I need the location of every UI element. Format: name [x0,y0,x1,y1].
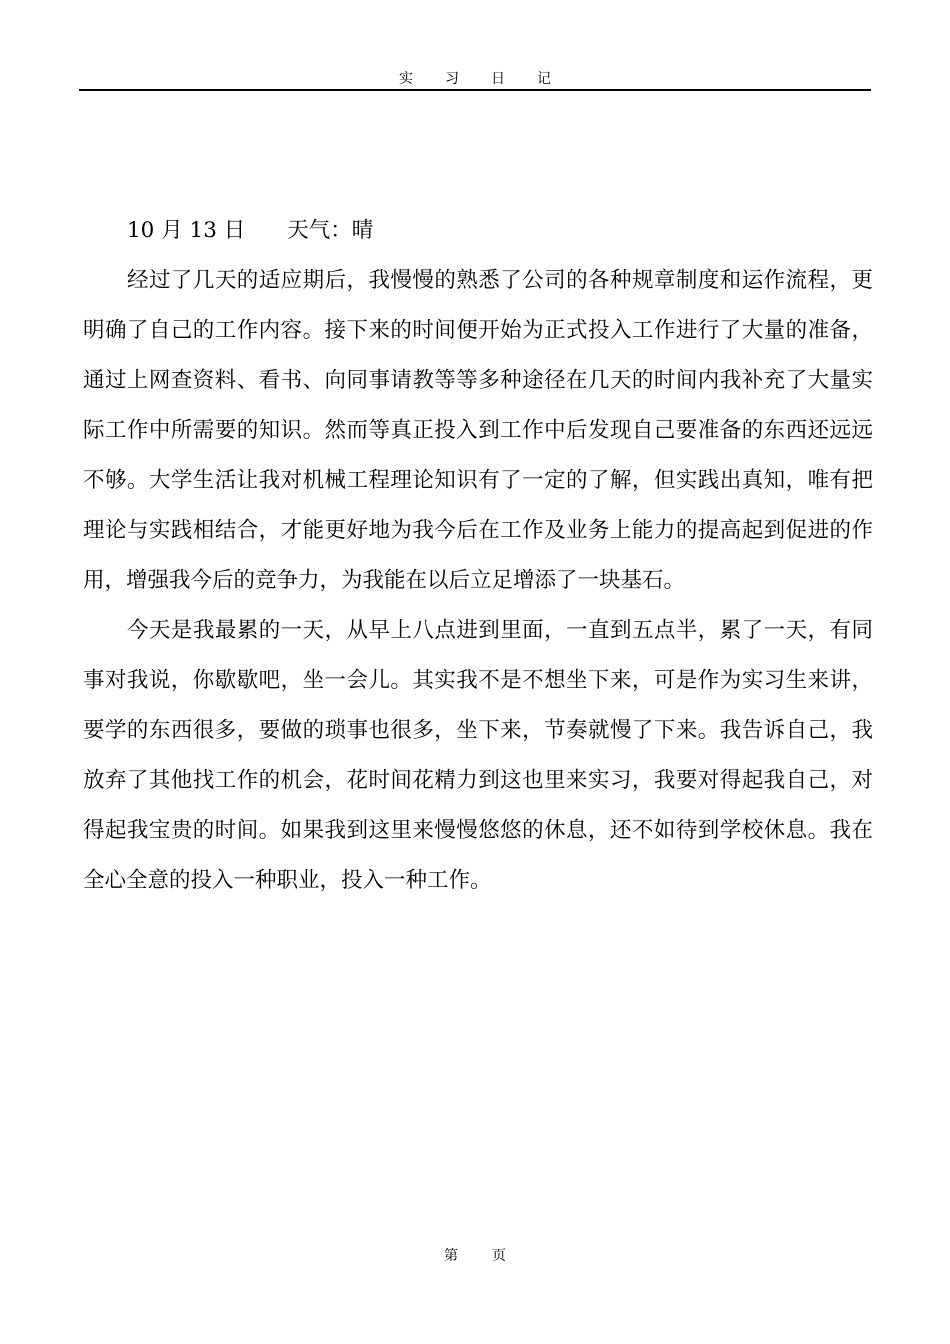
diary-entry [83,206,873,906]
entry-weather: 天气：晴 [287,218,374,243]
page-number-suffix: 页 [492,1248,506,1264]
page-number-prefix: 第 [444,1248,458,1264]
entry-date: 10 月 13 日 [127,218,246,243]
page-footer [0,1247,950,1265]
entry-paragraph-2: 今天是我最累的一天，从早上八点进到里面，一直到五点半，累了一天，有同事对我说，你歇歇吧，坐一会儿。其实我不是不想坐下来，可是作为实习生来讲，要学的东西很多，要做的琐事也很多，坐下来，节奏就慢了下来。我告诉自己，我放弃了其他找工作的机会，花时间花精力到这也里来实习，我要对得起我自己，对得起我宝贵的时间。如果我到这里来慢慢悠悠的休息，还不如待到学校休息。我在全心全意的投入一种职业，投入一种工作。 [83,618,873,893]
page-header-title: 实习日记 [399,71,583,87]
entry-date-line [83,206,873,256]
header-divider [79,89,871,91]
entry-paragraph-1: 经过了几天的适应期后，我慢慢的熟悉了公司的各种规章制度和运作流程，更明确了自己的工作内容。接下来的时间便开始为正式投入工作进行了大量的准备，通过上网查资料、看书、向同事请教等等多种途径在几天的时间内我补充了大量实际工作中所需要的知识。然而等真正投入到工作中后发现自己要准备的东西还远远不够。大学生活让我对机械工程理论知识有了一定的了解，但实践出真知，唯有把理论与实践相结合，才能更好地为我今后在工作及业务上能力的提高起到促进的作用，增强我今后的竞争力，为我能在以后立足增添了一块基石。 [83,268,873,593]
